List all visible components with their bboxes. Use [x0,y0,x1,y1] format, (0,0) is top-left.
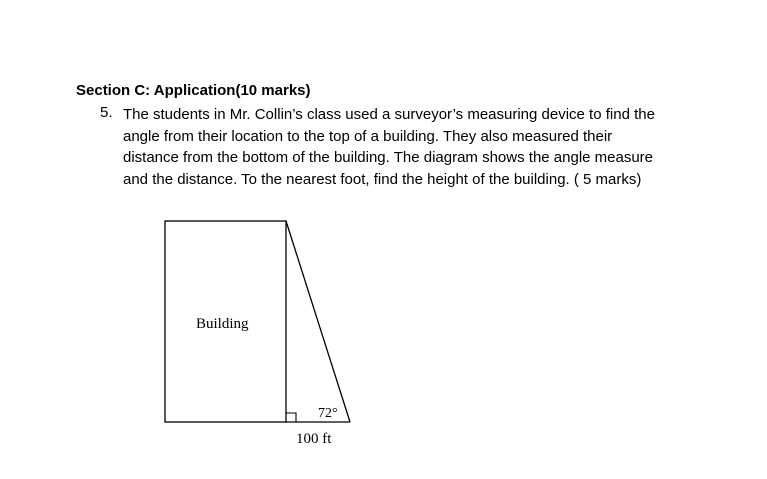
question-line: distance from the bottom of the building. The diagram shows the angle measure [123,149,654,167]
question-number: 5. [100,104,113,121]
question-line: and the distance. To the nearest foot, find the height of the building. ( 5 marks) [123,170,642,188]
line-of-sight [286,221,350,422]
angle-label: 72° [318,406,338,421]
distance-label: 100 ft [296,431,332,447]
question-line: The students in Mr. Collin’s class used a surveyor’s measuring device to find the [123,106,655,123]
right-angle-marker [286,413,296,422]
section-heading: Section C: Application(10 marks) [76,82,311,99]
question-line: angle from their location to the top of a building. They also measured their [123,127,613,145]
building-label: Building [196,316,249,332]
